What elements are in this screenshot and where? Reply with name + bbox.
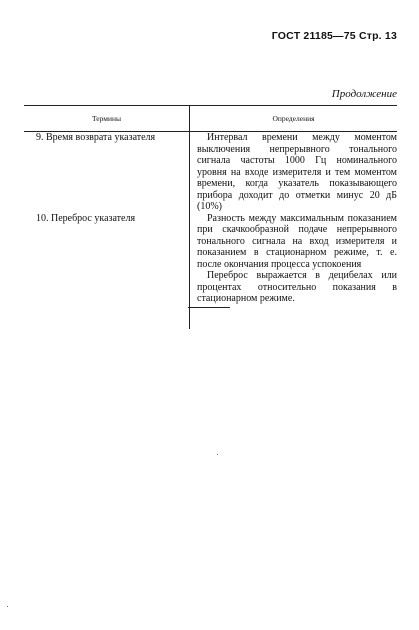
definition-cell-empty	[190, 305, 398, 329]
term-9: 9. Время возврата указателя	[36, 132, 156, 143]
header-terms: Термины	[24, 106, 190, 132]
scan-speck	[7, 606, 8, 607]
definition-9: Интервал времени между моментом выключения непрерывного тонального сигнала частоты 1000 Гц номинального уровня на входе измерителя и тем моментом времени, когда указатель показывающего прибора доходит до отметки минус 20 дБ (10%)	[197, 132, 397, 212]
end-rule	[188, 307, 230, 308]
definition-cell	[190, 213, 398, 305]
term-cell	[24, 132, 190, 213]
table-row	[24, 132, 397, 213]
term-cell-empty	[24, 305, 190, 329]
terms-table	[24, 105, 397, 329]
definition-cell	[190, 132, 398, 213]
term-cell	[24, 213, 190, 305]
header-definitions: Определения	[190, 106, 398, 132]
page-header: ГОСТ 21185—75 Стр. 13	[271, 30, 397, 42]
continuation-label: Продолжение	[331, 88, 397, 100]
table-spacer-row	[24, 305, 397, 329]
definition-10-note: Переброс выражается в децибелах или процентах относительно показания в стационарном режиме.	[197, 270, 397, 304]
table-header-row	[24, 106, 397, 132]
table-row	[24, 213, 397, 305]
definition-10: Разность между максимальным показанием при скачкообразной подаче непрерывного тонального сигнала на вход измерителя и показанием в стационарном режиме, т. е. после окончания процесса успокоения	[197, 212, 397, 270]
term-10: 10. Переброс указателя	[36, 212, 136, 224]
scan-speck	[217, 454, 218, 455]
